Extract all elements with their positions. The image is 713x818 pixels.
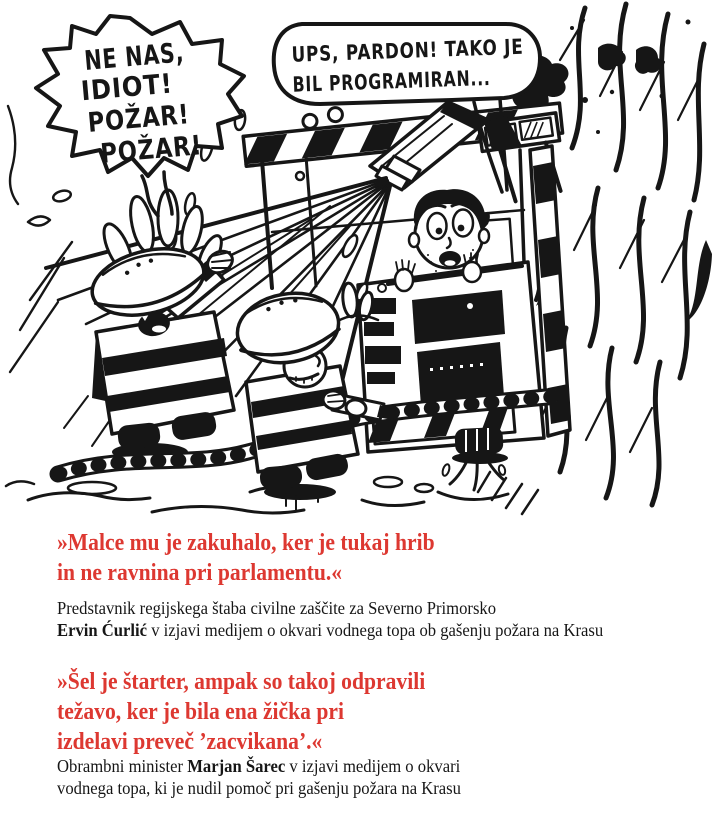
attribution-2-line-1 bbox=[57, 756, 461, 778]
attribution-2-name: Marjan Šarec bbox=[187, 756, 286, 776]
operator-eye-left bbox=[428, 213, 447, 239]
firefighter-1 bbox=[85, 238, 236, 450]
firefighter-2-boot bbox=[259, 464, 303, 490]
quote-1-line-1: »Malce mu je zakuhalo, ker je tukaj hrib bbox=[57, 530, 435, 556]
pull-quote-1 bbox=[57, 528, 477, 588]
attribution-1-name: Ervin Ćurlić bbox=[57, 619, 148, 640]
attribution-2-line-2: vodnega topa, ki je nudil pomoč pri gašenju požara na Krasu bbox=[57, 777, 461, 798]
bubble2-line1: UPS, PARDON! TAKO JE bbox=[291, 32, 582, 67]
bubble1-line4: POŽAR! bbox=[99, 128, 224, 170]
quote-1-attribution bbox=[57, 598, 632, 641]
vehicle-wheel bbox=[454, 427, 503, 455]
attribution-2-rest: v izjavi medijem o okvari bbox=[285, 756, 461, 776]
quote-2-line-3: izdelavi preveč ’zacvikana’.« bbox=[57, 729, 323, 755]
quote-2-line-1: »Šel je štarter, ampak so takoj odpravili bbox=[57, 669, 426, 695]
firefighter-2-helmet bbox=[232, 286, 344, 371]
attribution-1-line-1: Predstavnik regijskega štaba civilne zaščite za Severno Primorsko bbox=[57, 598, 497, 618]
ground-shadow bbox=[452, 452, 508, 464]
pull-quote-2 bbox=[57, 667, 466, 757]
attribution-1-rest: v izjavi medijem o okvari vodnega topa ob gašenju požara na Krasu bbox=[147, 619, 604, 640]
attribution-1-line-2 bbox=[57, 620, 603, 642]
bubble2-line2: BIL PROGRAMIRAN... bbox=[292, 63, 558, 97]
operator-eye-right bbox=[453, 210, 473, 237]
bubble1-line2: IDIOT! bbox=[79, 67, 185, 108]
quote-1-line-2: in ne ravnina pri parlamentu.« bbox=[57, 560, 343, 586]
attribution-2-prefix: Obrambni minister bbox=[57, 756, 188, 776]
vehicle-console bbox=[358, 262, 544, 455]
quote-2-line-2: težavo, ker je bila ena žička pri bbox=[57, 699, 344, 725]
bubble1-line1: NE NAS, bbox=[83, 34, 216, 77]
bubble1-line3: POŽAR! bbox=[86, 97, 212, 139]
puddles bbox=[6, 477, 433, 513]
speech-bubble-firefighters bbox=[36, 16, 244, 216]
quote-2-attribution bbox=[57, 756, 482, 799]
